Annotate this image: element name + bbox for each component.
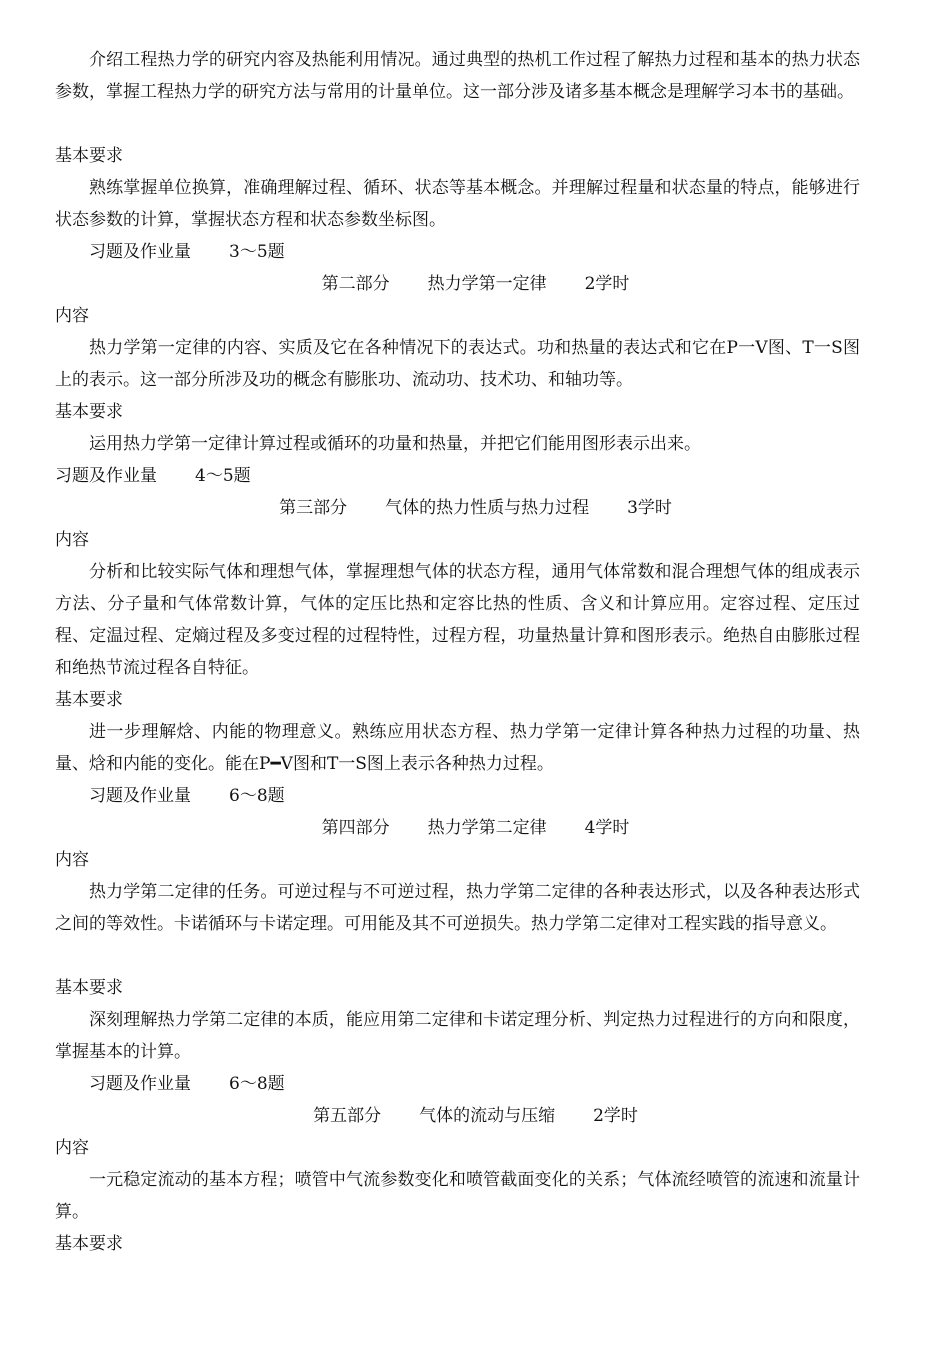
part4-content-label: 内容 [55, 850, 89, 870]
homework-count: 6～8题 [229, 786, 285, 806]
part4-heading [0, 812, 951, 844]
part5-requirements-label: 基本要求 [55, 1234, 123, 1254]
part-hours: 3学时 [627, 498, 672, 518]
part-title: 气体的热力性质与热力过程 [385, 498, 590, 518]
part5-heading [0, 1100, 951, 1132]
part2-content: 热力学第一定律的内容、实质及它在各种情况下的表达式。功和热量的表达式和它在P一V图、T一S图上的表示。这一部分所涉及功的概念有膨胀功、流动功、技术功、和轴功等。 [55, 338, 860, 390]
part3-homework [89, 780, 285, 812]
part4-requirements-label: 基本要求 [55, 978, 123, 998]
part-hours: 2学时 [584, 274, 630, 294]
part4-homework [89, 1068, 285, 1100]
part-title: 热力学第二定律 [427, 818, 547, 838]
part3-content-label: 内容 [55, 530, 89, 550]
homework-count: 6～8题 [229, 1074, 285, 1094]
part3-heading [0, 492, 951, 524]
homework-label: 习题及作业量 [89, 786, 191, 806]
homework-label: 习题及作业量 [89, 242, 191, 262]
part4-content: 热力学第二定律的任务。可逆过程与不可逆过程，热力学第二定律的各种表达形式，以及各种表达形式之间的等效性。卡诺循环与卡诺定理。可用能及其不可逆损失。热力学第二定律对工程实践的指导意义。 [55, 882, 860, 934]
part3-requirements: 进一步理解焓、内能的物理意义。熟练应用状态方程、热力学第一定律计算各种热力过程的功量、热量、焓和内能的变化。能在P━V图和T一S图上表示各种热力过程。 [55, 722, 860, 774]
intro-requirements: 熟练掌握单位换算，准确理解过程、循环、状态等基本概念。并理解过程量和状态量的特点，能够进行状态参数的计算，掌握状态方程和状态参数坐标图。 [55, 178, 860, 230]
intro-requirements-label: 基本要求 [55, 146, 123, 166]
part-hours: 4学时 [584, 818, 630, 838]
part-number: 第二部分 [321, 274, 390, 294]
part2-requirements: 运用热力学第一定律计算过程或循环的功量和热量，并把它们能用图形表示出来。 [89, 434, 701, 454]
part-title: 气体的流动与压缩 [419, 1106, 556, 1126]
part3-content: 分析和比较实际气体和理想气体，掌握理想气体的状态方程，通用气体常数和混合理想气体的组成表示方法、分子量和气体常数计算，气体的定压比热和定容比热的性质、含义和计算应用。定容过程、定压过程、定温过程、定熵过程及多变过程的过程特性，过程方程，功量热量计算和图形表示。绝热自由膨胀过程和绝热节流过程各自特征。 [55, 562, 860, 678]
part4-requirements: 深刻理解热力学第二定律的本质，能应用第二定律和卡诺定理分析、判定热力过程进行的方向和限度，掌握基本的计算。 [55, 1010, 860, 1062]
part-number: 第五部分 [313, 1106, 382, 1126]
homework-label: 习题及作业量 [89, 1074, 191, 1094]
part2-requirements-label: 基本要求 [55, 402, 123, 422]
homework-count: 4～5题 [195, 466, 251, 486]
part-number: 第四部分 [321, 818, 390, 838]
homework-label: 习题及作业量 [55, 466, 157, 486]
part5-content: 一元稳定流动的基本方程；喷管中气流参数变化和喷管截面变化的关系；气体流经喷管的流速和流量计算。 [55, 1170, 860, 1222]
part-hours: 2学时 [593, 1106, 638, 1126]
part-title: 热力学第一定律 [427, 274, 547, 294]
intro-homework [89, 236, 285, 268]
homework-count: 3～5题 [229, 242, 285, 262]
part-number: 第三部分 [279, 498, 348, 518]
intro-content: 介绍工程热力学的研究内容及热能利用情况。通过典型的热机工作过程了解热力过程和基本的热力状态参数，掌握工程热力学的研究方法与常用的计量单位。这一部分涉及诸多基本概念是理解学习本书的基础。 [55, 50, 860, 102]
part5-content-label: 内容 [55, 1138, 89, 1158]
part2-content-label: 内容 [55, 306, 89, 326]
part2-homework [55, 460, 251, 492]
part3-requirements-label: 基本要求 [55, 690, 123, 710]
part2-heading [0, 268, 951, 300]
